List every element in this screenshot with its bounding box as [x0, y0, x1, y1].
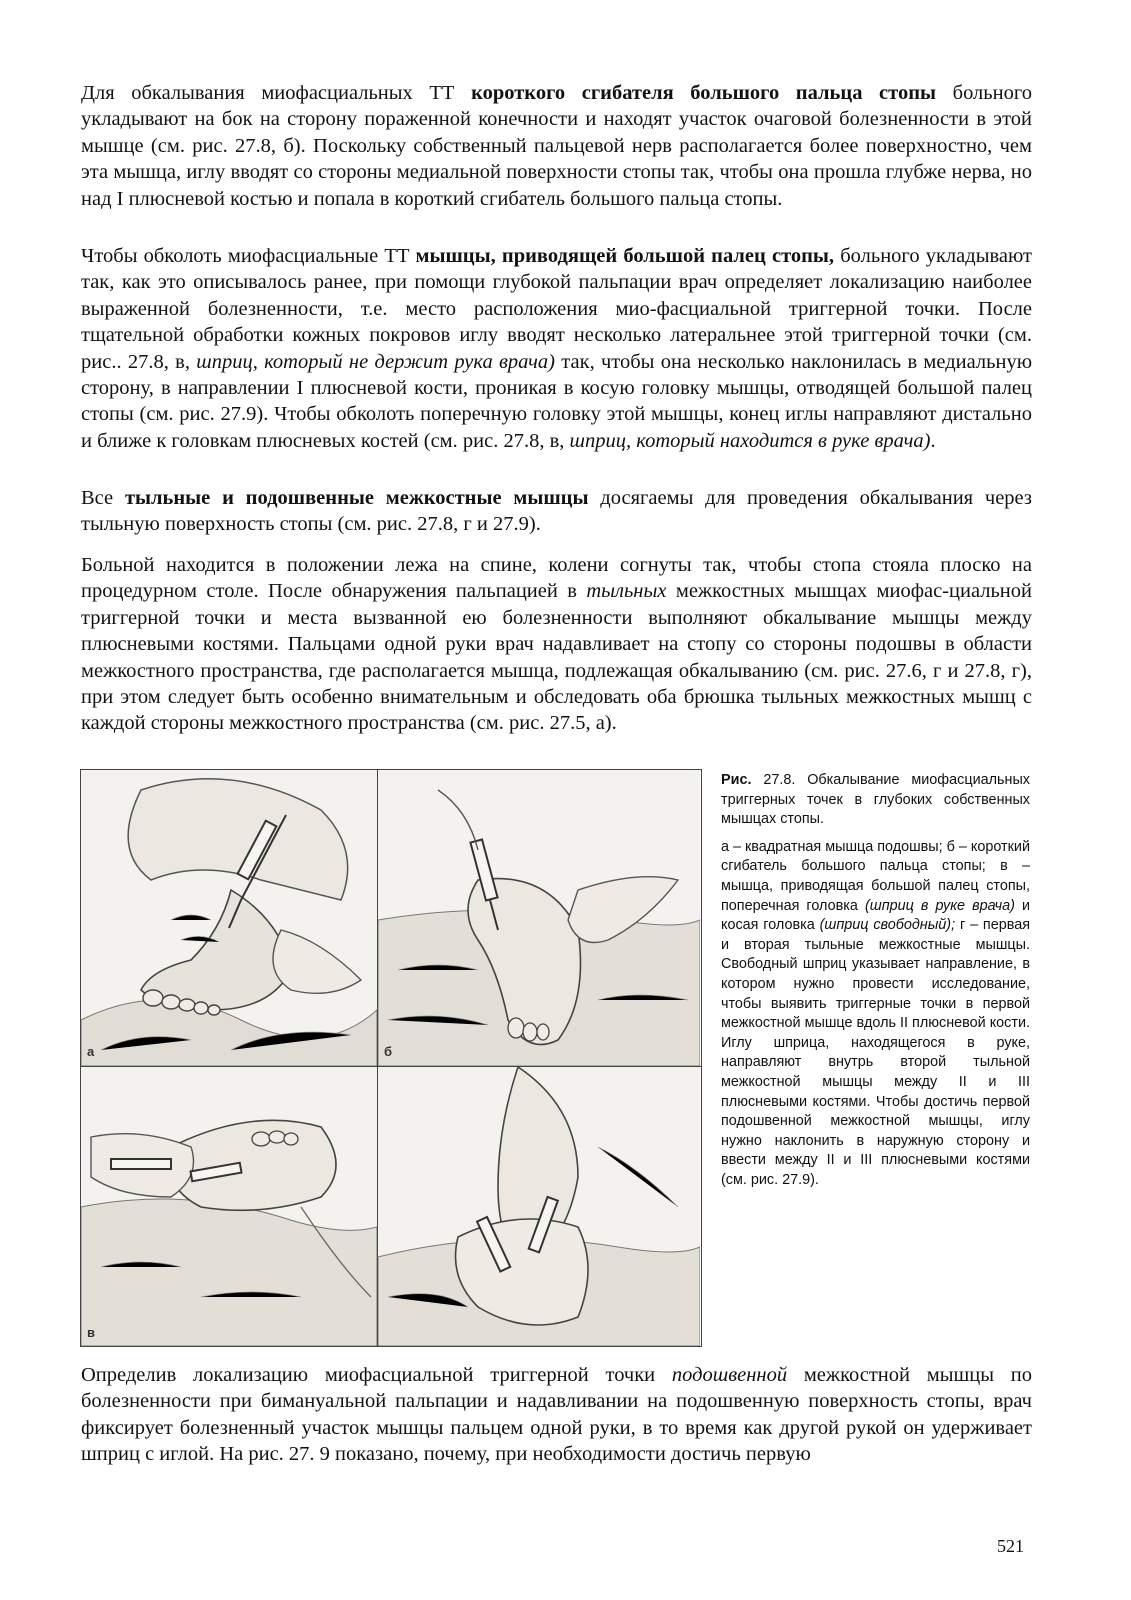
panel-label-b: б: [384, 1044, 393, 1059]
paragraph-interosseous-muscles: Все тыльные и подошвенные межкостные мышцы досягаемы для проведения обкалывания через тыльную поверхность стопы (см. рис. 27.8, г и 27.9).: [81, 487, 1033, 536]
panel-label-v: в: [87, 1325, 95, 1340]
caption-body: а – квадратная мышца подошвы; б – короткий сгибатель большого пальца стопы; в – мышца, приводящая большой палец стопы, поперечная головка (шприц в руке врача) и косая головка (шприц свободный); г – первая и вторая тыльные межкостные мышцы. Свободный шприц указывает направление, в котором нужно провести исследование, чтобы выявить триггерные точки в первой межкостной мышце вдоль II плюсневой кости. Иглу шприца, находящегося в руке, направляют внутрь второй тыльной межкостной мышцы между II и III плюсневыми костями. Чтобы достичь первой подошвенной межкостной мышцы, иглу нужно наклонить в наружную сторону и ввести между II и III плюсневыми костями (см. рис. 27.9).: [721, 838, 1030, 1188]
paragraph-flexor-hallucis-brevis: Для обкалывания миофасциальных ТТ короткого сгибателя большого пальца стопы больного укладывают на бок на сторону пораженной конечности и находят участок очаговой болезненности в этой мышце (см. рис. 27.8, б). Поскольку собственный пальцевой нерв располагается более поверхностно, чем эта мышца, иглу вводят со стороны медиальной поверхности стопы так, чтобы она прошла глубже нерва, но над I плюсневой костью и попала в короткий сгибатель большого пальца стопы.: [81, 82, 1032, 210]
figure-panel-a: [81, 770, 377, 1066]
page-number: 521: [997, 1536, 1024, 1556]
figure-caption: [721, 771, 1030, 1198]
figure-panel-g: [378, 1067, 700, 1346]
figure-panel-v: [81, 1067, 377, 1346]
panel-label-a: а: [87, 1044, 95, 1059]
caption-title: Рис. 27.8. Обкалывание миофасциальных триггерных точек в глубоких собственных мышцах стопы.: [721, 772, 1030, 828]
paragraph-plantar-interosseous: Определив локализацию миофасциальной триггерной точки подошвенной межкостной мышцы по болезненности при бимануальной пальпации и надавливании на подошвенную поверхность стопы, врач фиксирует болезненный участок мышцы пальцем одной руки, в то время как другой рукой он удерживает шприц с иглой. На рис. 27. 9 показано, почему, при необходимости достичь первую: [81, 1364, 1032, 1466]
figure-panel-b: [378, 770, 700, 1066]
paragraph-dorsal-interossei-procedure: Больной находится в положении лежа на спине, колени согнуты так, чтобы стопа стояла плоско на процедурном столе. После обнаружения пальпацией в тыльных межкостных мышцах миофас-циальной триггерной точки и места вызванной ею болезненности выполняют обкалывание мышцы между плюсневыми костями. Пальцами одной руки врач надавливает на стопу со стороны подошвы в области межкостного пространства, где располагается мышца, подлежащая обкалыванию (см. рис. 27.6, г и 27.8, г), при этом следует быть особенно внимательным и обследовать оба брюшка тыльных межкостных мышц с каждой стороны межкостного пространства (см. рис. 27.5, а).: [81, 554, 1032, 735]
paragraph-adductor-hallucis: Чтобы обколоть миофасциальные ТТ мышцы, приводящей большой палец стопы, больного укладывают так, как это описывалось ранее, при помощи глубокой пальпации врач определяет локализацию наиболее выраженной болезненности, т.е. место расположения мио-фасциальной триггерной точки. После тщательной обработки кожных покровов иглу вводят несколько латеральнее этой триггерной точки (см. рис.. 27.8, в, шприц, который не держит рука врача) так, чтобы она несколько наклонилась в медиальную сторону, в направлении I плюсневой кости, проникая в косую головку мышцы, отводящей большой палец стопы (см. рис. 27.9). Чтобы обколоть поперечную головку этой мышцы, конец иглы направляют дистально и ближе к головкам плюсневых костей (см. рис. 27.8, в, шприц, который находится в руке врача).: [81, 245, 1033, 452]
figure-27-8-illustration: [80, 769, 702, 1347]
